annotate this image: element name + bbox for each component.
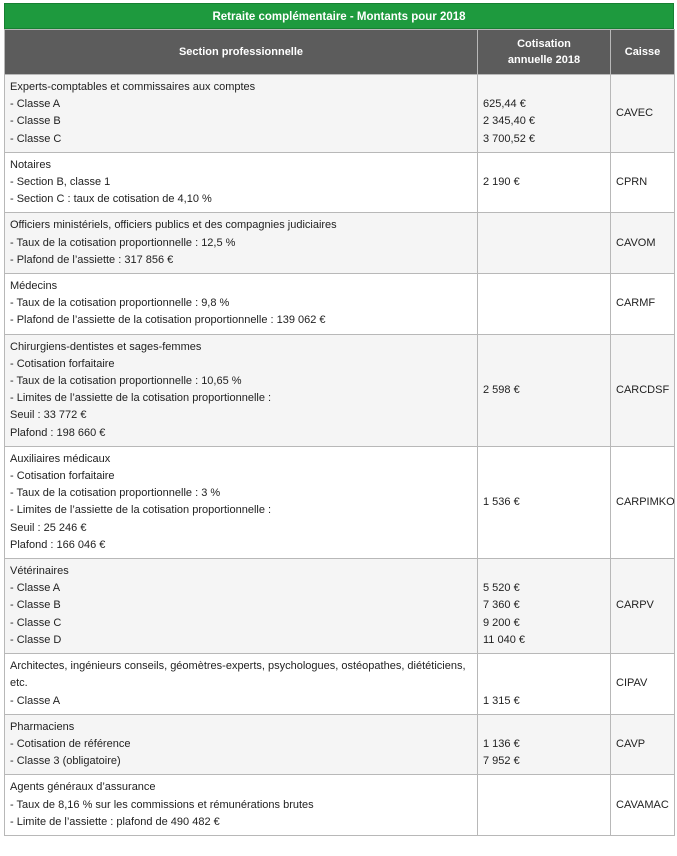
section-detail: - Limites de l’assiette de la cotisation proportionnelle : [10,392,272,405]
table-row [5,334,675,446]
section-cell [5,152,478,213]
header-row [5,30,675,75]
table-body [5,75,675,836]
table-row [5,446,675,558]
cotisation-amount [483,719,605,736]
section-detail: Plafond : 166 046 € [10,538,106,551]
section-name: Agents généraux d’assurance [10,781,156,794]
caisse-cell: CARPIMKO [611,446,675,558]
cotisation-amount: 625,44 € [483,98,526,111]
pension-table-container [4,3,674,836]
section-cell [5,274,478,335]
table-row [5,775,675,836]
section-detail: - Taux de la cotisation proportionnelle : 9,8 % [10,297,230,310]
section-name: Notaires [10,158,51,171]
section-detail: - Section B, classe 1 [10,176,111,189]
caisse-cell: CAVEC [611,75,675,153]
section-detail: - Taux de la cotisation proportionnelle : 10,65 % [10,375,242,388]
section-detail: - Classe A [10,582,61,595]
header-cotisation-line1: Cotisation [517,38,571,50]
section-detail: - Cotisation forfaitaire [10,357,115,370]
caisse-cell: CAVOM [611,213,675,274]
table-row [5,654,675,715]
section-name: Architectes, ingénieurs conseils, géomètres-experts, psychologues, ostéopathes, diététiciens, etc. [10,660,466,690]
section-cell [5,213,478,274]
cotisation-amount: 1 536 € [483,495,520,508]
table-row [5,274,675,335]
section-cell [5,654,478,715]
caisse-cell: CAVAMAC [611,775,675,836]
cotisation-amount: 11 040 € [483,633,526,646]
table-row [5,152,675,213]
section-detail: - Section C : taux de cotisation de 4,10 % [10,193,212,206]
section-detail: Seuil : 33 772 € [10,409,87,422]
caisse-cell: CARCDSF [611,334,675,446]
cotisation-cell [478,775,611,836]
caisse-cell: CARMF [611,274,675,335]
cotisation-cell [478,152,611,213]
header-cotisation-line2: annuelle 2018 [507,54,581,66]
section-detail: - Limites de l’assiette de la cotisation proportionnelle : [10,504,272,517]
cotisation-cell [478,559,611,654]
cotisation-amount: 5 520 € [483,582,520,595]
header-cotisation [478,30,611,75]
cotisation-cell [478,654,611,715]
section-detail: - Plafond de l’assiette de la cotisation proportionnelle : 139 062 € [10,314,326,327]
cotisation-amount [483,658,605,675]
section-cell [5,334,478,446]
cotisation-amount: 7 952 € [483,755,520,768]
section-detail: Plafond : 198 660 € [10,426,106,439]
table-row [5,213,675,274]
section-detail: - Classe A [10,98,61,111]
cotisation-amount: 9 200 € [483,616,520,629]
cotisation-amount: 1 136 € [483,737,520,750]
section-name: Auxiliaires médicaux [10,452,111,465]
cotisation-amount [483,675,605,692]
contributions-table [4,29,675,836]
section-detail: - Cotisation de référence [10,737,131,750]
cotisation-amount: 2 190 € [483,176,520,189]
section-name: Chirurgiens-dentistes et sages-femmes [10,340,202,353]
section-detail: - Taux de 8,16 % sur les commissions et rémunérations brutes [10,798,314,811]
section-name: Médecins [10,280,58,293]
section-detail: - Taux de la cotisation proportionnelle : 12,5 % [10,236,236,249]
cotisation-cell [478,714,611,775]
cotisation-cell [478,274,611,335]
section-cell [5,75,478,153]
cotisation-amount: 2 598 € [483,383,520,396]
caisse-cell: CAVP [611,714,675,775]
table-row [5,559,675,654]
section-detail: - Limite de l’assiette : plafond de 490 482 € [10,815,220,828]
section-detail: - Plafond de l’assiette : 317 856 € [10,253,174,266]
table-row [5,714,675,775]
section-detail: - Classe A [10,694,61,707]
header-caisse: Caisse [611,30,675,75]
section-detail: - Classe B [10,115,61,128]
section-detail: - Cotisation forfaitaire [10,470,115,483]
section-detail: - Classe C [10,132,62,145]
cotisation-amount: 1 315 € [483,694,520,707]
cotisation-amount: 2 345,40 € [483,115,535,128]
section-detail: Seuil : 25 246 € [10,521,87,534]
cotisation-cell [478,75,611,153]
cotisation-amount: 3 700,52 € [483,132,535,145]
table-title: Retraite complémentaire - Montants pour 2018 [4,3,674,29]
cotisation-amount [483,79,605,96]
section-cell [5,775,478,836]
section-detail: - Classe D [10,633,62,646]
table-row [5,75,675,153]
caisse-cell: CPRN [611,152,675,213]
cotisation-amount: 7 360 € [483,599,520,612]
cotisation-cell [478,213,611,274]
section-name: Vétérinaires [10,565,69,578]
section-detail: - Classe C [10,616,62,629]
cotisation-cell [478,446,611,558]
section-detail: - Taux de la cotisation proportionnelle : 3 % [10,487,221,500]
section-detail: - Classe B [10,599,61,612]
cotisation-cell [478,334,611,446]
section-name: Officiers ministériels, officiers publics et des compagnies judiciaires [10,219,337,232]
section-name: Experts-comptables et commissaires aux comptes [10,81,256,93]
section-name: Pharmaciens [10,720,75,733]
section-cell [5,559,478,654]
cotisation-amount [483,563,605,580]
section-cell [5,446,478,558]
caisse-cell: CARPV [611,559,675,654]
header-section: Section professionnelle [5,30,478,75]
caisse-cell: CIPAV [611,654,675,715]
section-detail: - Classe 3 (obligatoire) [10,755,121,768]
section-cell [5,714,478,775]
